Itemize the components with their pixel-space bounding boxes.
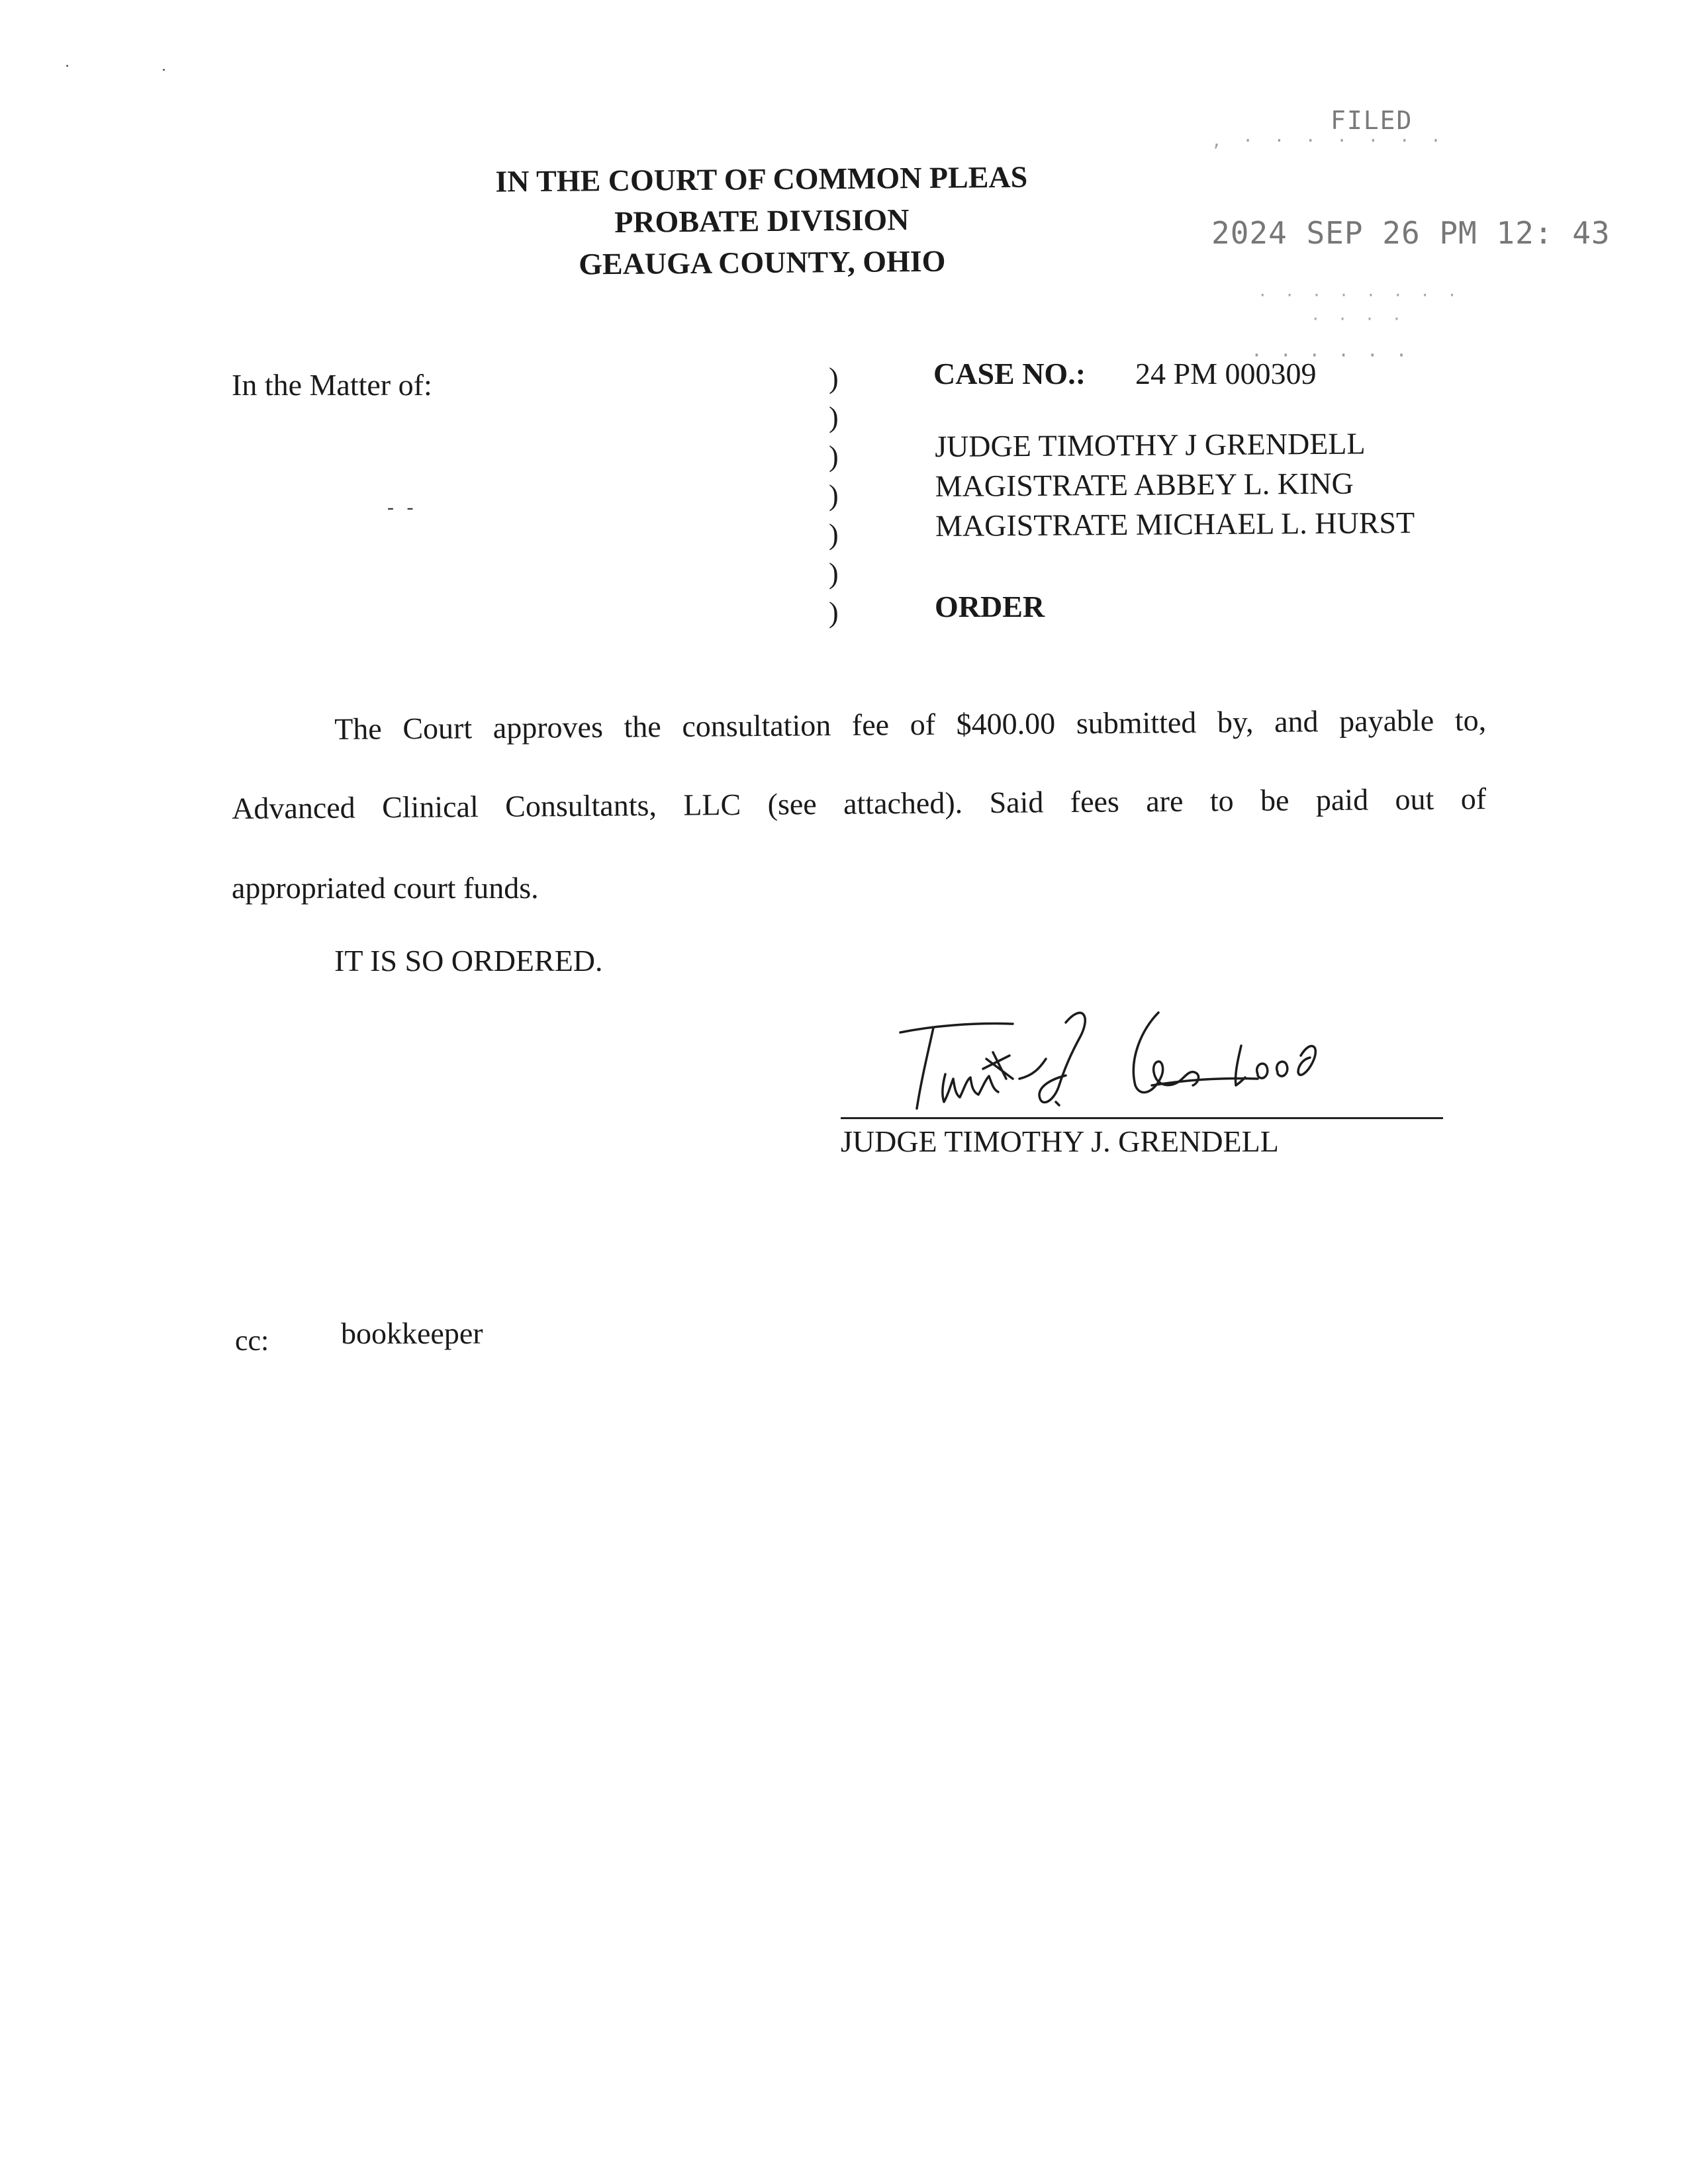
body-line-3: appropriated court funds. (232, 871, 539, 905)
filed-stamp-faint-county: · · · · · · (1251, 344, 1411, 366)
body-word: fee (851, 707, 890, 742)
body-word: the (624, 709, 661, 744)
signature-line (841, 1117, 1443, 1119)
caption-paren: ) (829, 440, 839, 473)
body-word: attached). (843, 786, 963, 821)
body-word: Said (989, 785, 1044, 820)
magistrate-name: MAGISTRATE ABBEY L. KING (935, 466, 1354, 503)
filed-stamp-faint-court: , · · · · · · · (1211, 131, 1446, 151)
body-word: submitted (1076, 705, 1197, 741)
body-line-2 (232, 781, 1486, 826)
filed-stamp-date: 2024 SEP 26 PM 12: 43 (1211, 215, 1611, 251)
document-title: ORDER (935, 590, 1045, 623)
body-word: The (334, 711, 382, 746)
matter-label: In the Matter of: (232, 368, 432, 402)
case-number-label: CASE NO.: (933, 357, 1086, 390)
magistrate-name: MAGISTRATE MICHAEL L. HURST (935, 505, 1415, 543)
body-word: paid (1315, 782, 1369, 817)
body-word: of (910, 707, 936, 742)
body-word: approves (492, 709, 604, 745)
filed-stamp-label: FILED (1331, 106, 1413, 135)
body-word: of (1460, 782, 1487, 816)
body-word: and (1274, 704, 1319, 739)
body-word: by, (1217, 705, 1254, 739)
caption-paren: ) (829, 557, 839, 590)
cc-label: cc: (235, 1324, 269, 1357)
caption-paren: ) (829, 518, 839, 551)
body-word: Advanced (232, 790, 355, 825)
body-word: (see (767, 787, 817, 821)
scan-speck (66, 65, 68, 67)
cc-recipient: bookkeeper (341, 1316, 483, 1350)
caption-paren: ) (829, 596, 839, 629)
scan-speck (163, 69, 165, 71)
body-word: to, (1454, 703, 1487, 737)
case-number: 24 PM 000309 (1135, 357, 1317, 390)
caption-paren: ) (829, 401, 839, 433)
fee-amount: $400.00 (956, 706, 1056, 741)
body-word: payable (1338, 703, 1434, 739)
so-ordered: IT IS SO ORDERED. (334, 944, 603, 978)
filed-stamp-faint-division: · · · · · · · · (1258, 286, 1461, 304)
body-word: consultation (682, 708, 831, 743)
body-line-1 (334, 702, 1486, 747)
body-word: be (1260, 783, 1289, 817)
body-word: to (1209, 784, 1234, 818)
caption-parentheses (829, 359, 839, 632)
body-word: Consultants, (504, 788, 657, 823)
signatory-name: JUDGE TIMOTHY J. GRENDELL (841, 1124, 1279, 1158)
court-heading (463, 156, 1060, 286)
filed-stamp-faint-division-2: · · · · (1311, 310, 1406, 328)
court-county: GEAUGA COUNTY, OHIO (579, 244, 946, 281)
body-word: Court (402, 711, 473, 746)
judge-name: JUDGE TIMOTHY J GRENDELL (935, 426, 1366, 463)
body-word: LLC (683, 787, 741, 822)
court-division: PROBATE DIVISION (614, 203, 910, 240)
judicial-officers (935, 424, 1415, 546)
body-word: fees (1070, 784, 1120, 819)
body-word: Clinical (381, 790, 479, 825)
body-word: are (1146, 784, 1184, 819)
court-name: IN THE COURT OF COMMON PLEAS (495, 159, 1028, 199)
handwritten-signature (887, 996, 1350, 1128)
caption-paren: ) (829, 479, 839, 512)
caption-paren: ) (829, 362, 839, 394)
redaction-mark: - - (387, 496, 418, 518)
body-word: out (1395, 782, 1434, 817)
